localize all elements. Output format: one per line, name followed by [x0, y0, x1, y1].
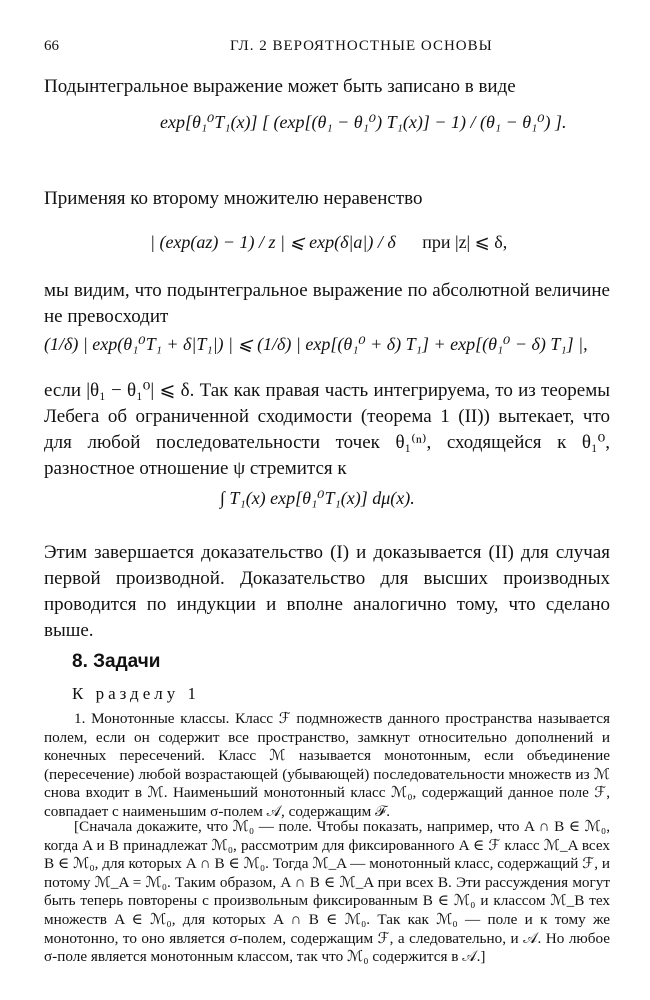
paragraph-intro: Подынтегральное выражение может быть записано в виде	[44, 76, 516, 97]
formula-inequality-left: | (exp(az) − 1) / z | ⩽ exp(δ|a|) / δ	[150, 232, 396, 252]
paragraph-conclusion: Этим завершается доказательство (I) и доказывается (II) для случая первой производной. Доказательство для высших производных проводится по индукции и вполне аналогично тому, что сделано выше.	[44, 542, 610, 641]
problem-hint: [Сначала докажите, что ℳ₀ — поле. Чтобы показать, например, что A ∩ B ∈ ℳ₀, когда A и B принадлежат ℳ₀, рассмотрим для фиксированного A ∈ ℱ класс ℳ_A всех B ∈ ℳ₀, для которых A ∩ B ∈ ℳ₀. Тогда ℳ_A — монотонный класс, содержащий ℱ, и потому ℳ_A = ℳ₀. Таким образом, A ∩ B ∈ ℳ_A при всех B. Эти рассуждения могут быть теперь повторены с произвольным фиксированным B ∈ ℳ₀ и классом ℳ_B тех множеств A ∈ ℳ₀, для которых A ∩ B ∈ ℳ₀. Так как ℳ₀ — поле и к тому же монотонно, то оно является σ-полем, содержащим ℱ, а следовательно, и 𝒜. Но любое σ-поле является монотонным классом, так что ℳ₀ содержится в 𝒜.]	[44, 818, 610, 966]
problem-statement: 1. Монотонные классы. Класс ℱ подмножеств данного пространства называется полем, если он содержит все пространство, замкнут относительно дополнений и конечных пересечений. Класс ℳ называется монотонным, если объединение (пересечение) любой возрастающей (убывающей) последовательности множеств из ℳ снова входит в ℳ. Наименьший монотонный класс ℳ₀, содержащий данное поле ℱ, совпадает с наименьшим σ-полем 𝒜, содержащим ℱ.	[44, 710, 610, 820]
section-title: 8. Задачи	[72, 651, 161, 672]
running-title: ГЛ. 2 ВЕРОЯТНОСТНЫЕ ОСНОВЫ	[230, 38, 493, 54]
paragraph-apply: Применяя ко второму множителю неравенство	[44, 188, 423, 209]
formula-integrand: exp[θ₁⁰T₁(x)] [ (exp[(θ₁ − θ₁⁰) T₁(x)] − 1) / (θ₁ − θ₁⁰) ].	[160, 112, 567, 132]
paragraph-bound: мы видим, что подынтегральное выражение по абсолютной величине не превосходит	[44, 280, 610, 327]
page-number: 66	[44, 38, 59, 54]
formula-limit: ∫ T₁(x) exp[θ₁⁰T₁(x)] dμ(x).	[220, 488, 415, 508]
formula-inequality-right: при |z| ⩽ δ,	[422, 232, 508, 252]
formula-bound: (1/δ) | exp(θ₁⁰T₁ + δ|T₁|) | ⩽ (1/δ) | exp[(θ₁⁰ + δ) T₁] + exp[(θ₁⁰ − δ) T₁] |,	[44, 334, 588, 354]
paragraph-lebesgue: если |θ₁ − θ₁⁰| ⩽ δ. Так как правая часть интегрируема, то из теоремы Лебега об ограниченной сходимости (теорема 1 (II)) вытекает, что для любой последовательности точек θ₁⁽ⁿ⁾, сходящейся к θ₁⁰, разностное отношение ψ стремится к	[44, 380, 610, 479]
formula-inequality	[150, 232, 507, 253]
section-subtitle: К разделу 1	[72, 684, 200, 703]
